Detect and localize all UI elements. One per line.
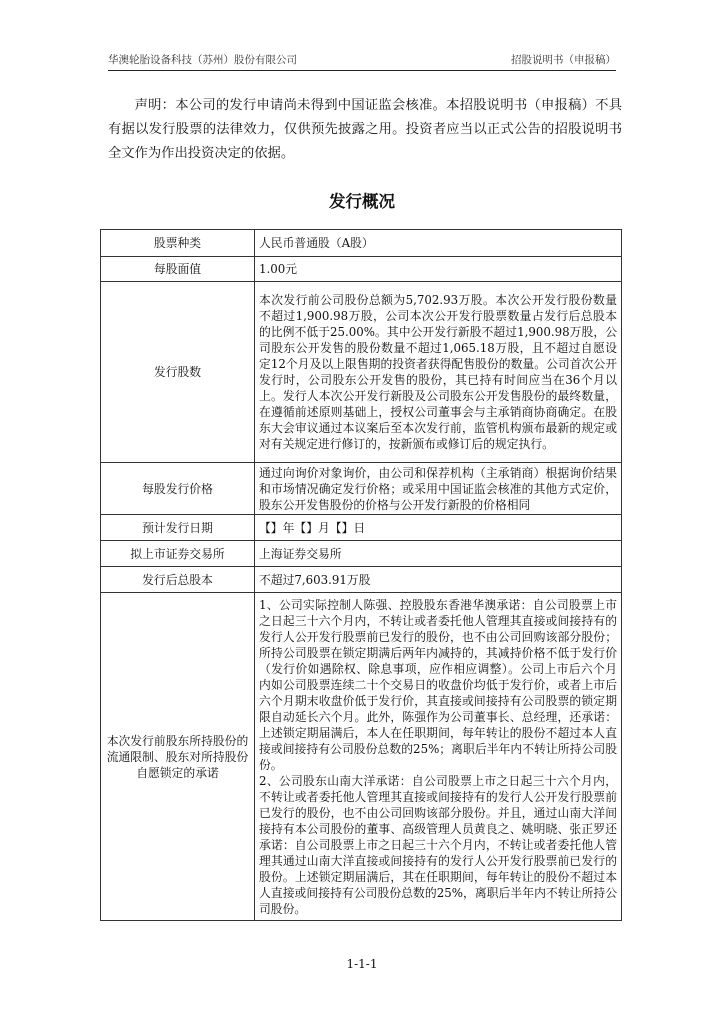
commitment-paragraph-1: 1、公司实际控制人陈强、控股股东香港华澳承诺：自公司股票上市之日起三十六个月内，不转让或者委托他人管理其直接或间接持有的发行人公开发行股票前已发行的股份，也不由公司回购该部分股份；所持公司股票在锁定期满后两年内减持的，其减持价格不低于发行价（发行价如遇除权、除息事项，应作相应调整）。公司上市后六个月内如公司股票连续二十个交易日的收盘价均低于发行价，或者上市后六个月期末收盘价低于发行价，其直接或间接持有公司股票的锁定期限自动延长六个月。此外，陈强作为公司董事长、总经理，还承诺：上述锁定期届满后，本人在任职期间，每年转让的股份不超过本人直接或间接持有公司股份总数的25%；离职后半年内不转让所持公司股份。: [259, 597, 617, 772]
section-title: 发行概况: [329, 192, 395, 211]
row-label: 发行股数: [101, 282, 255, 463]
table-row: [101, 593, 622, 921]
table-row: [101, 567, 622, 593]
row-value: 本次发行前公司股份总额为5,702.93万股。本次公开发行股份数量不超过1,900.98万股，公司本次公开发行股票数量占发行后总股本的比例不低于25.00%。其中公开发行新股不超过1,900.98万股，公司股东公开发售的股份数量不超过1,065.18万股，且不超过自愿设定12个月及以上限售期的投资者获得配售股份的数量。公司首次公开发行时，公司股东公开发售的股份，其已持有时间应当在36个月以上。发行人本次公开发行新股及公司股东公开发售股份的最终数量，在遵循前述原则基础上，授权公司董事会与主承销商协商确定。在股东大会审议通过本议案后至本次发行前，监管机构颁布最新的规定或对有关规定进行修订的，按新颁布或修订后的规定执行。: [255, 282, 622, 463]
page-header: [108, 48, 616, 71]
table-row: [101, 257, 622, 282]
table-row: [101, 541, 622, 567]
table-row: [101, 463, 622, 515]
row-value: 【】年【】月【】日: [255, 515, 622, 541]
row-value: 1.00元: [255, 257, 622, 282]
row-label: 发行后总股本: [101, 567, 255, 593]
disclaimer-statement: 声明：本公司的发行申请尚未得到中国证监会核准。本招股说明书（申报稿）不具有据以发行股票的法律效力，仅供预先披露之用。投资者应当以正式公告的招股说明书全文作为作出投资决定的依据。: [108, 98, 622, 161]
row-label: 本次发行前股东所持股份的流通限制、股东对所持股份自愿锁定的承诺: [101, 593, 255, 921]
table-row: [101, 282, 622, 463]
row-label: 每股发行价格: [101, 463, 255, 515]
row-value: [255, 593, 622, 921]
table-row: [101, 515, 622, 541]
row-label: 拟上市证券交易所: [101, 541, 255, 567]
page-number: 1-1-1: [346, 957, 378, 971]
row-value: 通过向询价对象询价，由公司和保荐机构（主承销商）根据询价结果和市场情况确定发行价格；或采用中国证监会核准的其他方式定价，股东公开发售股份的价格与公开发行新股的价格相同: [255, 463, 622, 515]
header-company: 华澳轮胎设备科技（苏州）股份有限公司: [108, 54, 297, 66]
row-value: 不超过7,603.91万股: [255, 567, 622, 593]
row-label: 股票种类: [101, 230, 255, 257]
row-label: 每股面值: [101, 257, 255, 282]
row-label: 预计发行日期: [101, 515, 255, 541]
commitment-paragraph-2: 2、公司股东山南大洋承诺：自公司股票上市之日起三十六个月内，不转让或者委托他人管理其直接或间接持有的发行人公开发行股票前已发行的股份，也不由公司回购该部分股份。并且，通过山南大洋间接持有本公司股份的董事、高级管理人员黄良之、姚明晓、张正罗还承诺：自公司股票上市之日起三十六个月内，不转让或者委托他人管理其通过山南大洋直接或间接持有的发行人公开发行股票前已发行的股份。上述锁定期届满后，其在任职期间，每年转让的股份不超过本人直接或间接持有公司股份总数的25%，离职后半年内不转让所持公司股份。: [259, 773, 617, 916]
row-value: 人民币普通股（A股）: [255, 230, 622, 257]
row-value: 上海证券交易所: [255, 541, 622, 567]
header-doc-title: 招股说明书（申报稿）: [511, 54, 616, 66]
table-row: [101, 230, 622, 257]
offering-overview-table: [100, 229, 622, 921]
